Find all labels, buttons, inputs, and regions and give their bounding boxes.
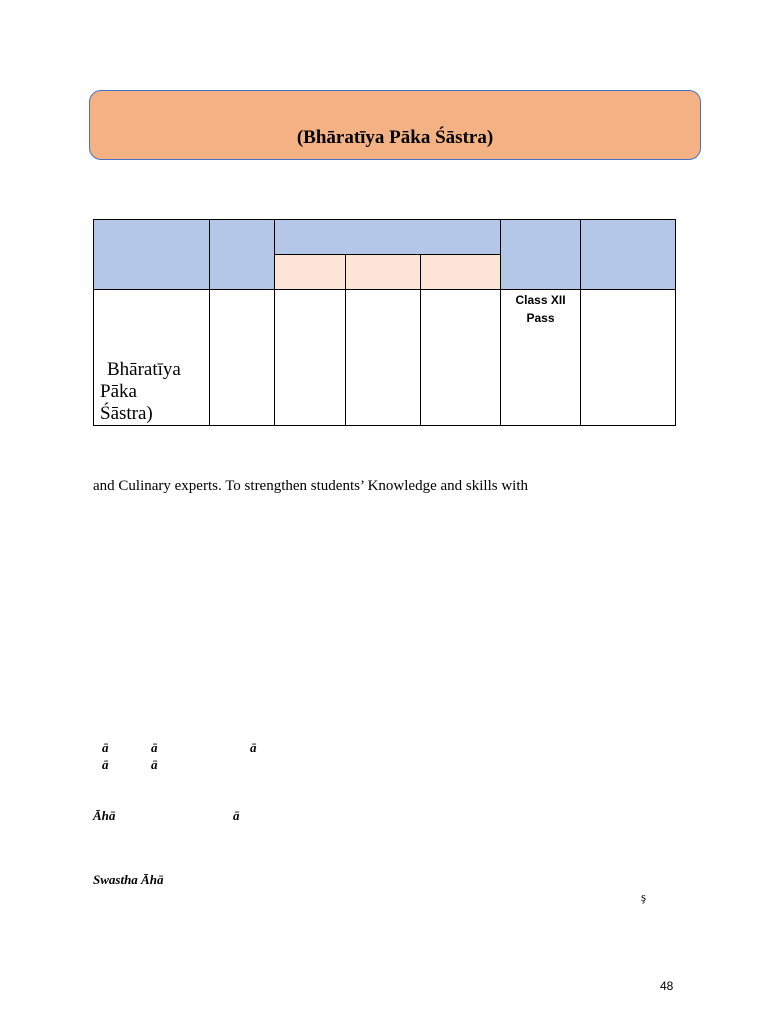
text-fragment: ā bbox=[151, 757, 158, 772]
text-fragment: ā bbox=[151, 740, 158, 755]
header-cell-group bbox=[275, 220, 501, 255]
table-cell bbox=[421, 290, 501, 426]
eligibility-line: Class XII bbox=[515, 293, 566, 307]
text-fragment: ā bbox=[102, 757, 109, 772]
subheader-cell-3 bbox=[421, 255, 501, 290]
header-cell-eligibility bbox=[501, 220, 581, 290]
header-cell-last bbox=[581, 220, 676, 290]
title-banner bbox=[89, 90, 701, 160]
subheader-cell-1 bbox=[275, 255, 346, 290]
course-name-line: Pāka bbox=[100, 381, 137, 402]
eligibility-line: Pass bbox=[526, 311, 555, 325]
text-fragment: ā bbox=[233, 808, 240, 823]
page-number: 48 bbox=[660, 979, 674, 993]
table-cell bbox=[210, 290, 275, 426]
table-cell bbox=[275, 290, 346, 426]
text-fragment: Āhā bbox=[93, 808, 116, 823]
table-cell bbox=[581, 290, 676, 426]
banner-title: (Bhāratīya Pāka Śāstra) bbox=[296, 127, 494, 148]
text-fragment: Swastha Āhā bbox=[93, 872, 164, 887]
table-cell bbox=[346, 290, 421, 426]
eligibility-cell bbox=[501, 290, 581, 426]
course-name-line: Śāstra) bbox=[100, 403, 153, 424]
text-fragment: ā bbox=[250, 740, 257, 755]
subheader-cell-2 bbox=[346, 255, 421, 290]
course-name-cell bbox=[94, 290, 210, 426]
body-paragraph: and Culinary experts. To strengthen students’ Knowledge and skills with bbox=[93, 478, 528, 494]
text-fragment: ā bbox=[102, 740, 109, 755]
text-fragment: ş bbox=[641, 889, 647, 904]
header-cell-course bbox=[94, 220, 210, 290]
course-table bbox=[93, 219, 676, 426]
header-cell-2 bbox=[210, 220, 275, 290]
course-name-line: Bhāratīya bbox=[107, 359, 181, 380]
